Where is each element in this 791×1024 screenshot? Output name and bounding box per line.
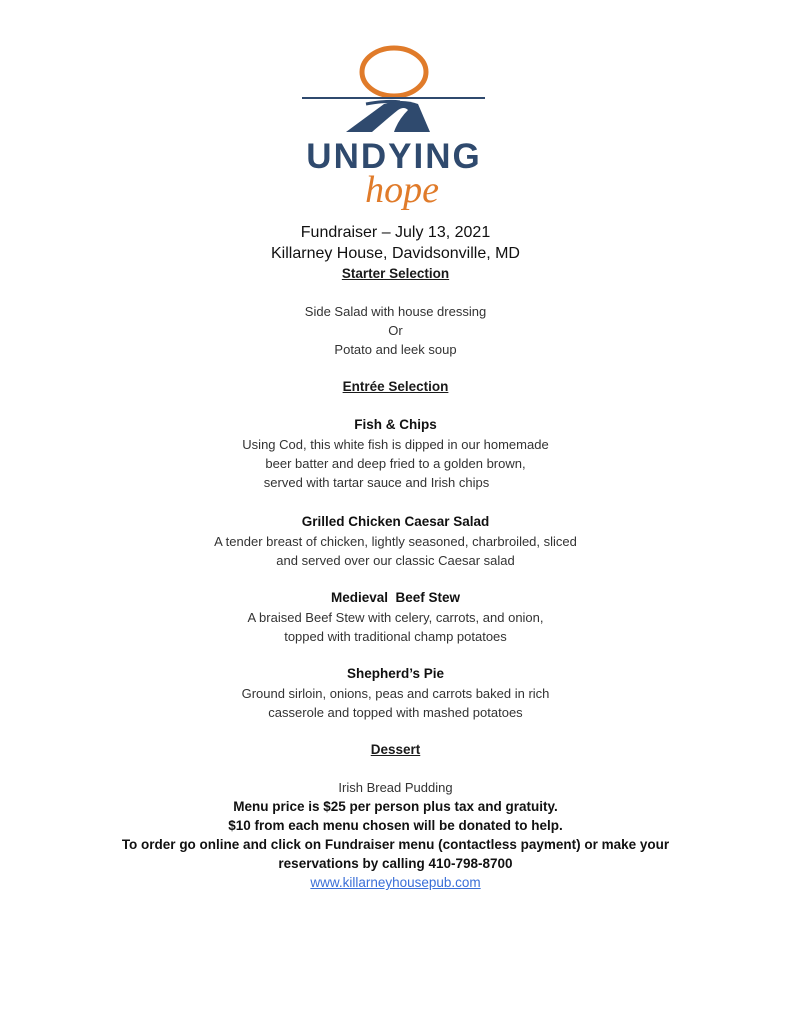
entree-section-title: Entrée Selection — [342, 379, 449, 394]
dish-name: Fish & Chips — [354, 417, 437, 432]
brand-script: hope — [365, 169, 439, 211]
dish-name: Medieval Beef Stew — [330, 590, 461, 605]
starter-item: Side Salad with house dressing — [304, 304, 487, 319]
dessert-section-title: Dessert — [370, 742, 421, 757]
event-title: Fundraiser – July 13, 2021 — [300, 224, 491, 241]
event-location: Killarney House, Davidsonville, MD — [271, 245, 520, 262]
sun-circle-icon — [362, 48, 426, 96]
dish-desc: Using Cod, this white fish is dipped in our homemade — [242, 437, 549, 452]
dish-desc: A tender breast of chicken, lightly seasoned, charbroiled, sliced — [214, 534, 577, 549]
dessert-item: Irish Bread Pudding — [338, 780, 453, 795]
donation-info: $10 from each menu chosen will be donated to help. — [228, 818, 563, 833]
dish-desc: beer batter and deep fried to a golden brown, — [265, 456, 526, 471]
order-info-phone: reservations by calling 410-798-8700 — [278, 856, 513, 871]
price-info: Menu price is $25 per person plus tax and gratuity. — [233, 799, 558, 814]
dish-desc: A braised Beef Stew with celery, carrots, and onion, — [247, 610, 544, 625]
starter-or: Or — [388, 323, 403, 338]
dish-desc: served with tartar sauce and Irish chips — [263, 475, 490, 490]
dish-name: Grilled Chicken Caesar Salad — [301, 514, 490, 529]
starter-item: Potato and leek soup — [334, 342, 457, 357]
brand-word: UNDYING — [306, 137, 482, 176]
dish-desc: and served over our classic Caesar salad — [276, 553, 515, 568]
dish-desc: casserole and topped with mashed potatoes — [268, 705, 523, 720]
dish-name: Shepherd’s Pie — [346, 666, 445, 681]
menu-document — [0, 222, 791, 892]
website-link[interactable]: www.killarneyhousepub.com — [310, 875, 481, 890]
undying-hope-logo — [280, 42, 520, 222]
starter-section-title: Starter Selection — [341, 266, 450, 281]
dish-desc: Ground sirloin, onions, peas and carrots baked in rich — [241, 686, 550, 701]
order-info: To order go online and click on Fundraiser menu (contactless payment) or make your — [121, 837, 670, 852]
dish-desc: topped with traditional champ potatoes — [284, 629, 507, 644]
